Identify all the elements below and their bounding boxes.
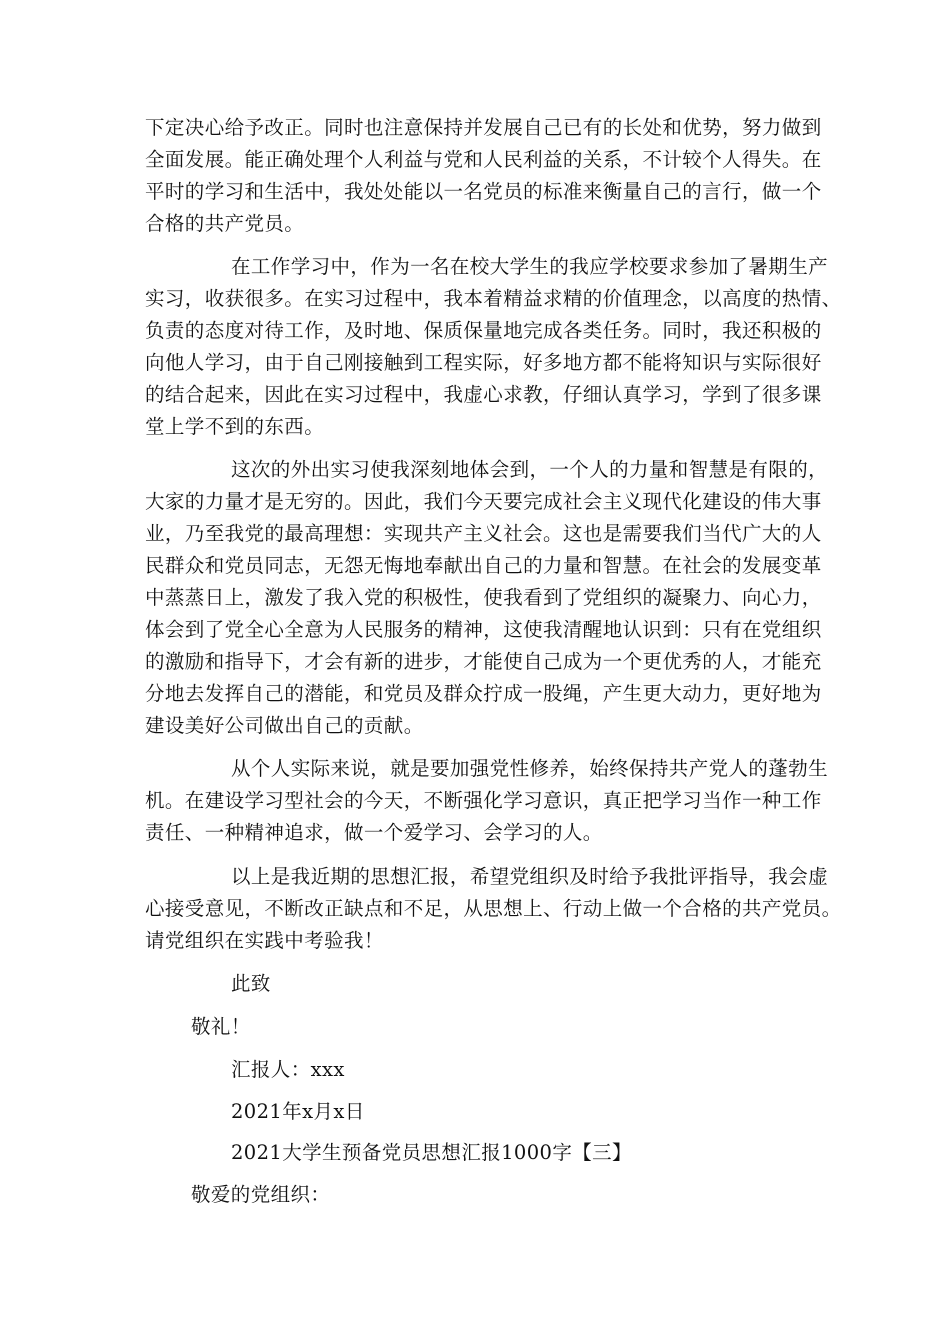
greeting-text: 敬爱的党组织： [191, 1183, 331, 1206]
text-line: 堂上学不到的东西。 [145, 415, 325, 438]
text-line: 向他人学习，由于自己刚接触到工程实际，好多地方都不能将知识与实际很好 [145, 351, 822, 374]
text-line: 实习，收获很多。在实习过程中，我本着精益求精的价值理念，以高度的热情、 [145, 287, 842, 310]
text-line: 心接受意见，不断改正缺点和不足，从思想上、行动上做一个合格的共产党员。 [145, 897, 842, 920]
text-line: 大家的力量才是无穷的。因此，我们今天要完成社会主义现代化建设的伟大事 [145, 490, 822, 513]
text-line: 的激励和指导下，才会有新的进步，才能使自己成为一个更优秀的人，才能充 [145, 650, 822, 673]
text-line: 全面发展。能正确处理个人利益与党和人民利益的关系，不计较个人得失。在 [145, 148, 822, 171]
reporter-name: 汇报人：xxx [231, 1058, 345, 1081]
text-line: 业，乃至我党的最高理想：实现共产主义社会。这也是需要我们当代广大的人 [145, 522, 822, 545]
text-line: 机。在建设学习型社会的今天，不断强化学习意识，真正把学习当作一种工作 [145, 789, 822, 812]
text-line: 负责的态度对待工作，及时地、保质保量地完成各类任务。同时，我还积极的 [145, 319, 822, 342]
text-line: 平时的学习和生活中，我处处能以一名党员的标准来衡量自己的言行，做一个 [145, 180, 822, 203]
text-line: 民群众和党员同志，无怨无悔地奉献出自己的力量和智慧。在社会的发展变革 [145, 554, 822, 577]
text-line: 体会到了党全心全意为人民服务的精神，这使我清醒地认识到：只有在党组织 [145, 618, 822, 641]
text-line: 下定决心给予改正。同时也注意保持并发展自己已有的长处和优势，努力做到 [145, 116, 822, 139]
text-line: 建设美好公司做出自己的贡献。 [145, 714, 424, 737]
text-line: 的结合起来，因此在实习过程中，我虚心求教，仔细认真学习，学到了很多课 [145, 383, 822, 406]
text-line: 以上是我近期的思想汇报，希望党组织及时给予我批评指导，我会虚 [231, 865, 829, 888]
text-line: 责任、一种精神追求，做一个爱学习、会学习的人。 [145, 821, 603, 844]
text-line: 这次的外出实习使我深刻地体会到，一个人的力量和智慧是有限的， [231, 458, 829, 481]
report-date: 2021年x月x日 [231, 1100, 365, 1123]
closing-text: 此致 [231, 972, 271, 995]
text-line: 合格的共产党员。 [145, 212, 305, 235]
text-line: 在工作学习中，作为一名在校大学生的我应学校要求参加了暑期生产 [231, 255, 829, 278]
salute-text: 敬礼！ [191, 1015, 251, 1038]
text-line: 分地去发挥自己的潜能，和党员及群众拧成一股绳，产生更大动力，更好地为 [145, 682, 822, 705]
section-title: 2021大学生预备党员思想汇报1000字【三】 [231, 1141, 632, 1164]
text-line: 从个人实际来说，就是要加强党性修养，始终保持共产党人的蓬勃生 [231, 757, 829, 780]
text-line: 中蒸蒸日上，激发了我入党的积极性，使我看到了党组织的凝聚力、向心力， [145, 586, 822, 609]
text-line: 请党组织在实践中考验我！ [145, 929, 384, 952]
